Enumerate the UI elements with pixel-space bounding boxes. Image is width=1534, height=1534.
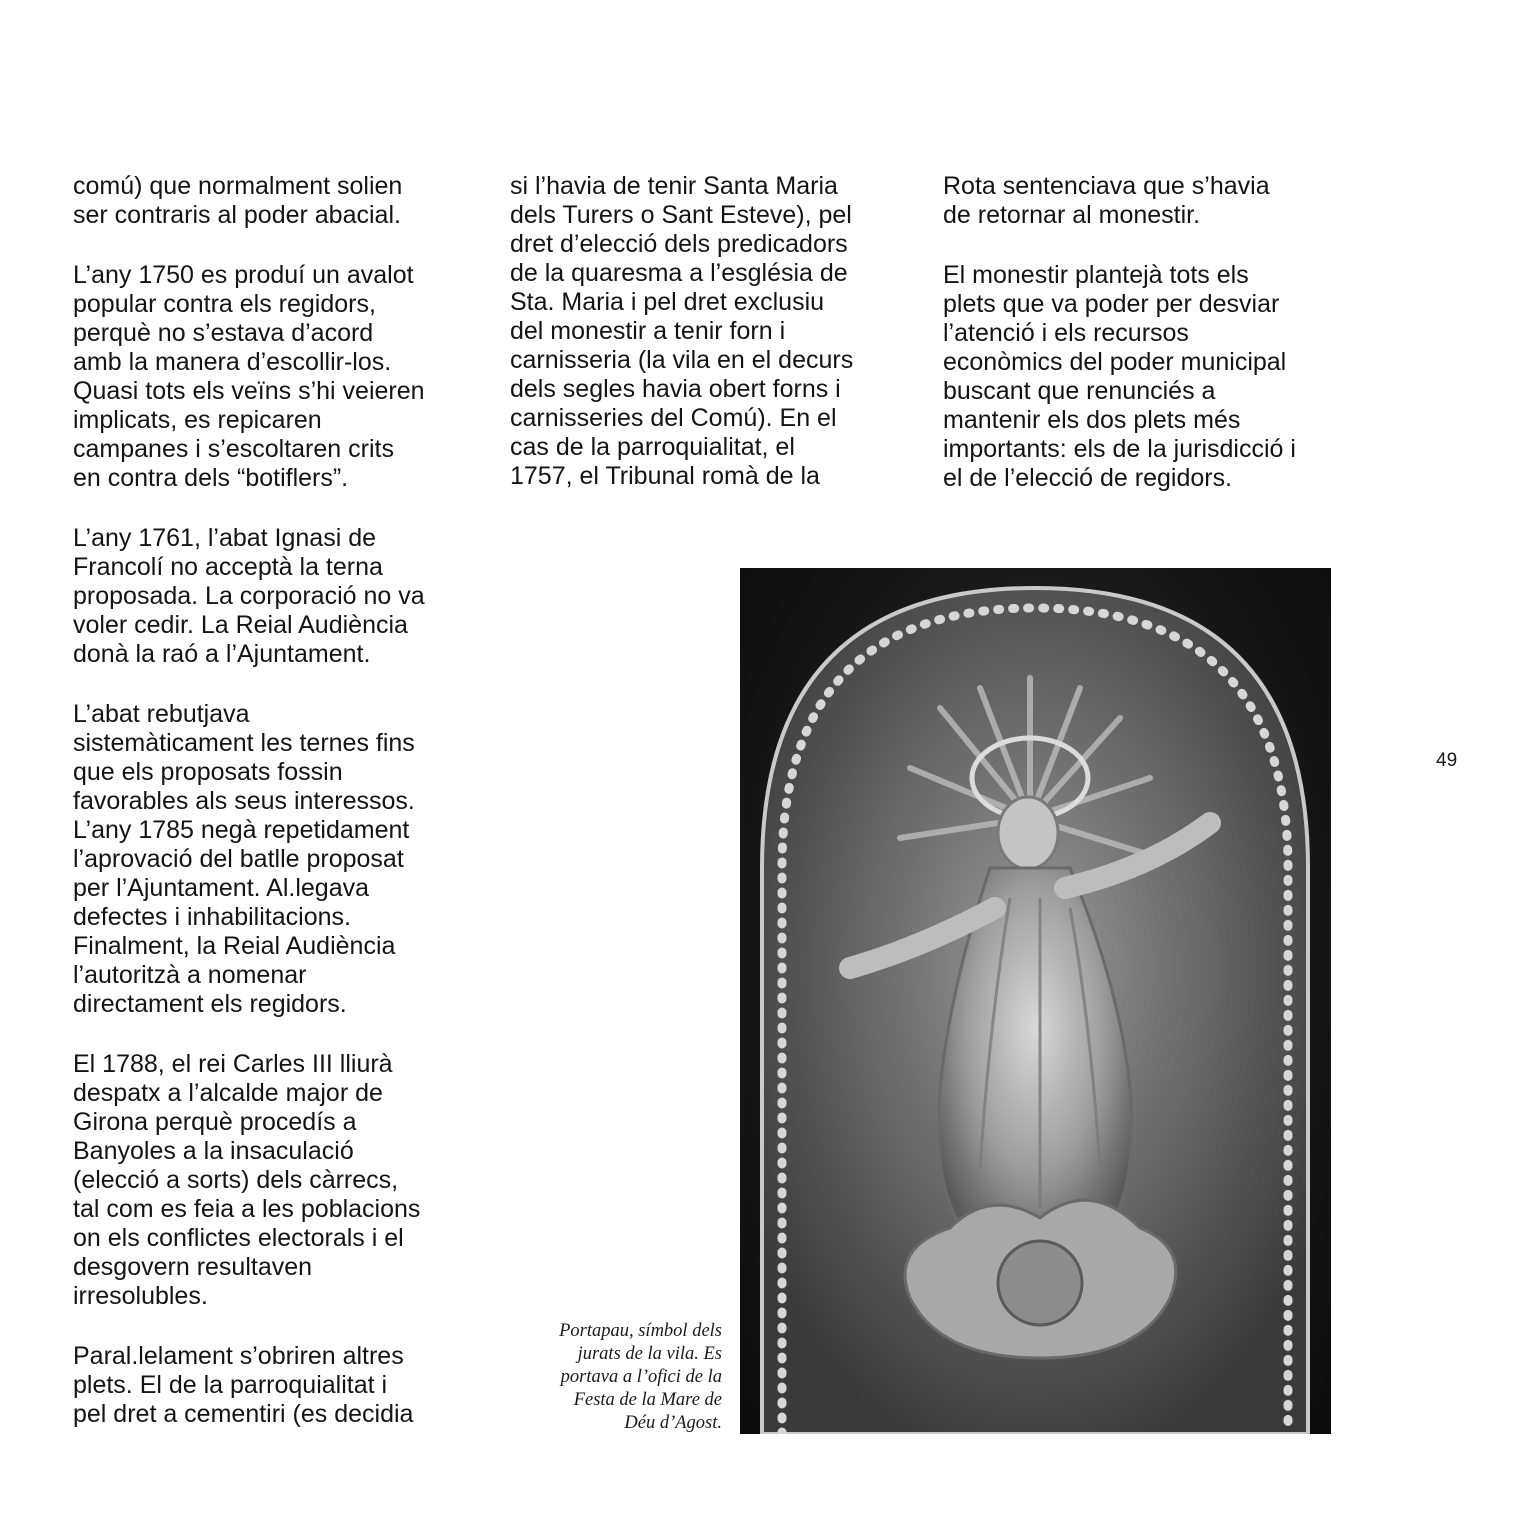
paragraph: L’abat rebutjava sistemàticament les ternes fins que els proposats fossin favorables als seus interessos. L’any 1785 negà repetidament l’aprovació del batlle proposat per l’Ajuntament. Al.legava defectes i inhabilitacions. Finalment, la Reial Audiència l’autoritzà a nomenar directament els regidors. [73, 700, 415, 1018]
text-column-2 [510, 172, 930, 522]
paragraph: si l’havia de tenir Santa Maria dels Turers o Sant Esteve), pel dret d’elecció dels predicadors de la quaresma a l’església de Sta. Maria i pel dret exclusiu del monestir a tenir forn i carnisseria (la vila en el decurs dels segles havia obert forns i carnisseries del Comú). En el cas de la parroquialitat, el 1757, el Tribunal romà de la [510, 172, 854, 490]
portapau-photo [740, 568, 1331, 1434]
paragraph: Rota sentenciava que s’havia de retornar al monestir. [943, 172, 1270, 229]
text-column-1 [73, 172, 493, 1460]
paragraph: comú) que normalment solien ser contraris al poder abacial. [73, 172, 403, 229]
paragraph: El monestir plantejà tots els plets que va poder per desviar l’atenció i els recursos econòmics del poder municipal buscant que renunciés a mantenir els dos plets més importants: els de la jurisdicció i el de l’elecció de regidors. [943, 261, 1296, 492]
portapau-illustration [740, 568, 1331, 1434]
paragraph: L’any 1761, l’abat Ignasi de Francolí no acceptà la terna proposada. La corporació no va voler cedir. La Reial Audiència donà la raó a l’Ajuntament. [73, 524, 425, 668]
paragraph: L’any 1750 es produí un avalot popular contra els regidors, perquè no s’estava d’acord amb la manera d’escollir-los. Quasi tots els veïns s’hi veieren implicats, es repicaren campanes i s’escoltaren crits en contra dels “botiflers”. [73, 261, 425, 492]
page-number: 49 [1436, 750, 1458, 771]
figure-caption: Portapau, símbol dels jurats de la vila. Es portava a l’ofici de la Festa de la Mare de Déu d’Agost. [559, 1321, 722, 1433]
paragraph: Paral.lelament s’obriren altres plets. El de la parroquialitat i pel dret a cementiri (es decidia [73, 1342, 414, 1428]
text-column-3 [943, 172, 1363, 524]
paragraph: El 1788, el rei Carles III lliurà despatx a l’alcalde major de Girona perquè procedís a Banyoles a la insaculació (elecció a sorts) dels càrrecs, tal com es feia a les poblacions on els conflictes electorals i el desgovern resultaven irresolubles. [73, 1050, 421, 1310]
